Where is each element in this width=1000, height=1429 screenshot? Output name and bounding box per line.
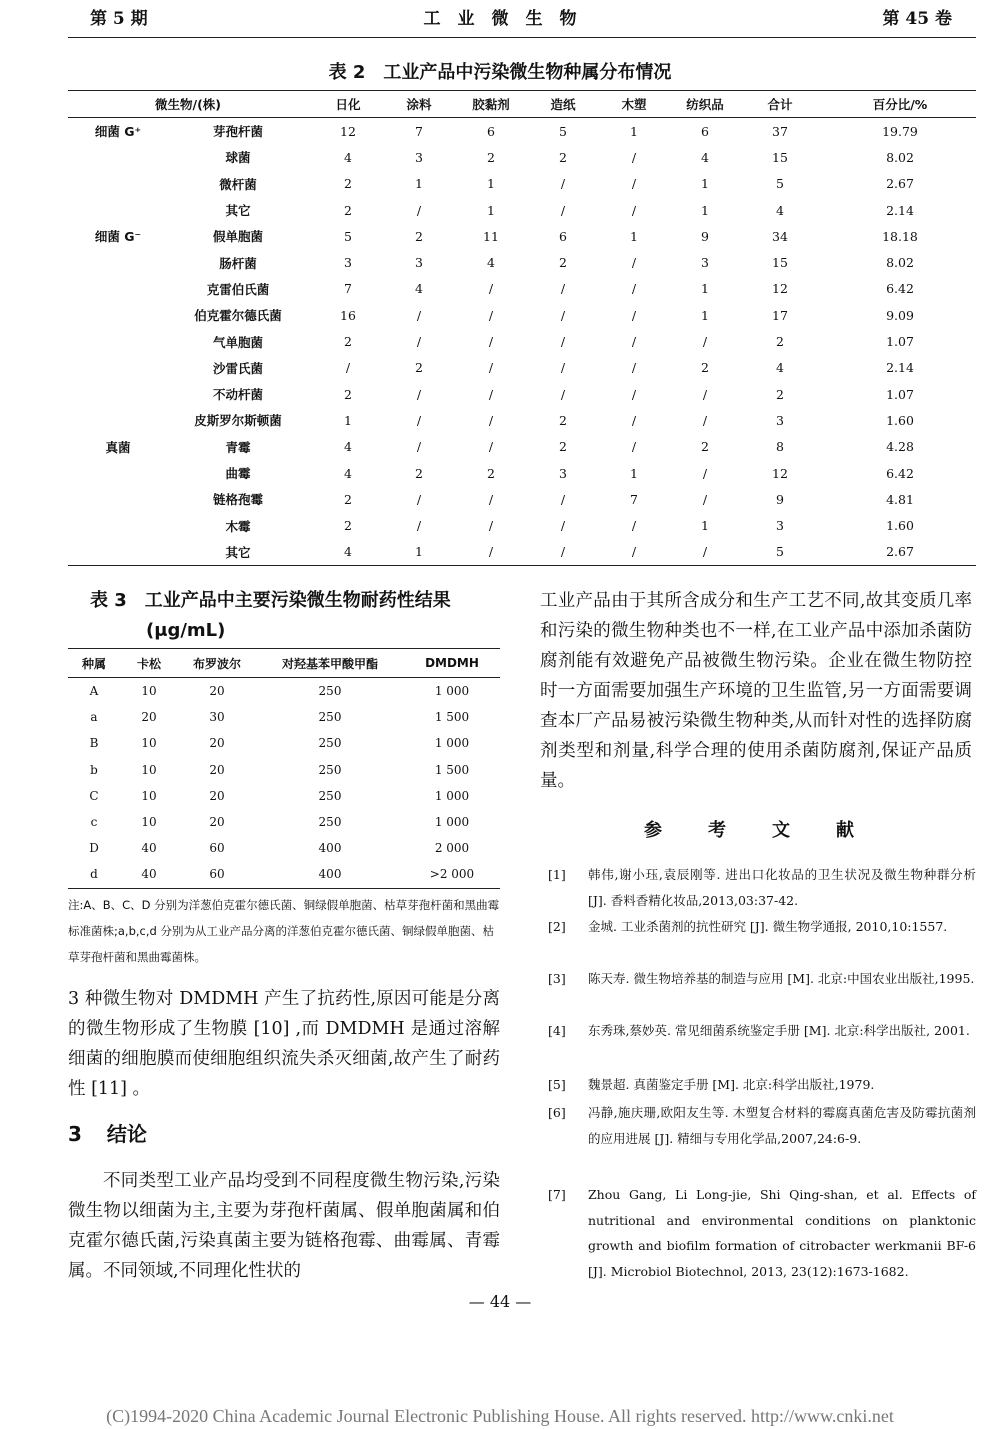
table3-column-header: DMDMH: [404, 649, 500, 678]
table3-value-cell: a: [90, 710, 98, 725]
table2-value-cell: 19.79: [882, 123, 918, 139]
table2-organism-cell: 球菌: [225, 150, 251, 166]
table-row: [68, 730, 500, 756]
table2-value-cell: /: [702, 412, 708, 428]
table3-column-header: 对羟基苯甲酸甲酯: [256, 649, 404, 678]
table3-value-cell: 20: [209, 762, 225, 777]
table2-value-cell: 1: [630, 228, 638, 244]
table2-value-cell: 12: [772, 281, 788, 297]
table2-value-cell: /: [450, 539, 532, 566]
table2-value-cell: /: [702, 465, 708, 481]
table-row: [68, 486, 976, 512]
reference-number: [2]: [548, 919, 566, 934]
table2-value-cell: 1: [701, 518, 709, 534]
table2-value-cell: /: [488, 491, 494, 507]
section-heading: [68, 1118, 147, 1147]
table-row: [68, 407, 976, 433]
table-row: [68, 678, 500, 705]
table2-value-cell: 4: [776, 360, 784, 376]
table2-value-cell: 2: [344, 386, 352, 402]
table2-value-cell: /: [416, 307, 422, 323]
table2-value-cell: 4: [344, 149, 352, 165]
table2-group-cell: [68, 460, 168, 486]
table2-value-cell: /: [416, 412, 422, 428]
table2-value-cell: 2: [559, 149, 567, 165]
table2-group-cell: [68, 197, 168, 223]
reference-number: [4]: [548, 1023, 566, 1038]
table2-value-cell: /: [631, 386, 637, 402]
table2-value-cell: 8.02: [886, 255, 914, 271]
table3-value-cell: 20: [209, 684, 225, 699]
table2-value-cell: /: [560, 518, 566, 534]
table-row: [68, 249, 976, 275]
table2-value-cell: 3: [415, 255, 423, 271]
issue-label: 第 5 期: [90, 9, 148, 29]
table3-value-cell: 30: [209, 710, 225, 725]
table2-header-row: [68, 91, 976, 118]
table-row: [68, 704, 500, 730]
table2-value-cell: /: [631, 518, 637, 534]
table2-column-header: 造纸: [532, 91, 594, 118]
table2-value-cell: 3: [776, 518, 784, 534]
reference-number: [7]: [548, 1187, 566, 1202]
table3-value-cell: 10: [141, 762, 157, 777]
table2-value-cell: /: [631, 307, 637, 323]
table2-value-cell: /: [532, 539, 594, 566]
table2-value-cell: 2: [559, 412, 567, 428]
table2-value-cell: 2: [344, 202, 352, 218]
table2-value-cell: 2: [701, 360, 709, 376]
table2-organism-cell: 假单胞菌: [212, 229, 263, 245]
table2-value-cell: /: [488, 334, 494, 350]
table2-group-cell: 真菌: [105, 439, 131, 455]
table2-group-cell: [68, 249, 168, 275]
table2-value-cell: 2: [344, 176, 352, 192]
table2-value-cell: 2: [415, 465, 423, 481]
reference-item: [548, 1182, 976, 1284]
table-row: [68, 460, 976, 486]
table2-value-cell: /: [560, 386, 566, 402]
table3-value-cell: B: [89, 736, 99, 751]
table2-value-cell: 5: [344, 228, 352, 244]
reference-text: 韩伟,谢小珏,袁辰刚等. 进出口化妆品的卫生状况及微生物种群分析 [J]. 香料香精化妆品,2013,03:37-42.: [588, 867, 976, 908]
table2-value-cell: 1: [630, 123, 638, 139]
table2-column-header: 百分比/%: [824, 91, 976, 118]
table2-organism-cell: 克雷伯氏菌: [206, 281, 270, 297]
section-number: 3: [68, 1122, 82, 1146]
table2-value-cell: 3: [776, 412, 784, 428]
table2-organism-cell: 皮斯罗尔斯顿菌: [194, 413, 282, 429]
reference-number: [1]: [548, 867, 566, 882]
table2-column-header: 合计: [736, 91, 824, 118]
table2-value-cell: 6: [701, 123, 709, 139]
table3-value-cell: C: [89, 788, 99, 803]
table2-value-cell: 1: [701, 281, 709, 297]
table2-organism-cell: 其它: [168, 539, 308, 566]
table2-value-cell: 1: [415, 176, 423, 192]
table3-note: 注:A、B、C、D 分别为洋葱伯克霍尔德氏菌、铜绿假单胞菌、枯草芽孢杆菌和黑曲霉标准菌株;a,b,c,d 分别为从工业产品分离的洋葱伯克霍尔德氏菌、铜绿假单胞菌、枯草芽孢杆菌和黑曲霉菌株。: [68, 898, 500, 964]
table2-value-cell: /: [631, 281, 637, 297]
table2-value-cell: 9.09: [886, 307, 914, 323]
copyright-footer: (C)1994-2020 China Academic Journal Electronic Publishing House. All rights reserved. http://www.cnki.net: [106, 1406, 894, 1426]
body-paragraph-resistance: 3 种微生物对 DMDMH 产生了抗药性,原因可能是分离的微生物形成了生物膜 [10] ,而 DMDMH 是通过溶解细菌的细胞膜而使细胞组织流失杀灭细菌,故产生了耐药性 [11] 。: [68, 989, 500, 1099]
reference-item: [548, 914, 976, 940]
table3-value-cell: 10: [141, 684, 157, 699]
table3-value-cell: 250: [318, 762, 342, 777]
table2-value-cell: /: [631, 412, 637, 428]
table3-value-cell: 2 000: [434, 841, 470, 856]
table2-value-cell: 2.14: [886, 202, 914, 218]
table2-value-cell: 2: [559, 255, 567, 271]
table2-group-cell: 细菌 G⁺: [94, 124, 142, 140]
table-row: [68, 757, 500, 783]
reference-text: 陈天寿. 微生物培养基的制造与应用 [M]. 北京:中国农业出版社,1995.: [588, 971, 975, 986]
table2-group-cell: [68, 512, 168, 538]
table2-value-cell: 1: [388, 539, 450, 566]
table2-organism-cell: 沙雷氏菌: [212, 360, 263, 376]
table2-value-cell: /: [560, 360, 566, 376]
table2-column-header: 木塑: [594, 91, 674, 118]
table2-value-cell: 8: [776, 439, 784, 455]
table2-value-cell: 2.67: [824, 539, 976, 566]
table2-value-cell: 7: [630, 491, 638, 507]
table2-value-cell: 5: [776, 176, 784, 192]
table2-value-cell: 5: [559, 123, 567, 139]
section-title: 结论: [106, 1122, 147, 1146]
table2-value-cell: /: [631, 149, 637, 165]
table2-value-cell: 3: [701, 255, 709, 271]
table2-value-cell: 2: [701, 439, 709, 455]
table2-value-cell: /: [674, 539, 736, 566]
table2-value-cell: 7: [344, 281, 352, 297]
table2-value-cell: /: [488, 386, 494, 402]
table3-value-cell: 20: [209, 815, 225, 830]
table2-value-cell: /: [488, 412, 494, 428]
table2-value-cell: 2: [559, 439, 567, 455]
table2-value-cell: 2: [344, 518, 352, 534]
table2-value-cell: /: [631, 360, 637, 376]
page-number: — 44 —: [468, 1292, 532, 1311]
table2-value-cell: 6.42: [886, 465, 914, 481]
table3-value-cell: 1 000: [434, 736, 470, 751]
body-paragraph-conclusion-cont: 工业产品由于其所含成分和生产工艺不同,故其变质几率和污染的微生物种类也不一样,在工业产品中添加杀菌防腐剂能有效避免产品被微生物污染。企业在微生物防控时一方面需要加强生产环境的卫生监管,另一方面需要调查本厂产品易被污染微生物种类,从而针对性的选择防腐剂类型和剂量,科学合理的使用杀菌防腐剂,保证产品质量。: [540, 591, 972, 791]
table2-group-cell: 细菌 G⁻: [94, 229, 142, 245]
table2-value-cell: 4: [344, 465, 352, 481]
table2-group-cell: [68, 486, 168, 512]
table2-organism-cell: 链格孢霉: [212, 492, 263, 508]
table2-group-cell: [68, 381, 168, 407]
table2-value-cell: 4: [415, 281, 423, 297]
table2-value-cell: 12: [772, 465, 788, 481]
reference-text: 冯静,施庆珊,欧阳友生等. 木塑复合材料的霉腐真菌危害及防霉抗菌剂的应用进展 [J]. 精细与专用化学品,2007,24:6-9.: [588, 1105, 976, 1146]
table2-group-cell: [68, 144, 168, 170]
table2-value-cell: 1.60: [886, 518, 914, 534]
table2-organism-cell: 肠杆菌: [219, 255, 257, 271]
table2-value-cell: 1: [630, 465, 638, 481]
table3-value-cell: 20: [209, 788, 225, 803]
table2-value-cell: 9: [776, 491, 784, 507]
table-row: [68, 539, 976, 566]
reference-number: [3]: [548, 971, 566, 986]
table2-value-cell: 15: [772, 149, 788, 165]
table2-value-cell: /: [488, 307, 494, 323]
table2-column-header: 胶黏剂: [450, 91, 532, 118]
table3-value-cell: 40: [141, 841, 157, 856]
table2-organism-cell: 其它: [225, 203, 251, 219]
table3-value-cell: 20: [141, 710, 157, 725]
table2-value-cell: 18.18: [882, 228, 918, 244]
table2-organism-cell: 木霉: [225, 518, 251, 534]
table2-organism-cell: 曲霉: [225, 466, 251, 481]
header-rule: [68, 37, 976, 38]
table3-value-cell: 250: [318, 788, 342, 803]
reference-item: [548, 966, 976, 992]
table3-value-cell: D: [89, 841, 99, 856]
table-row: [68, 144, 976, 170]
table2-group-cell: [68, 355, 168, 381]
table2-value-cell: 1: [701, 202, 709, 218]
table2-value-cell: 1: [487, 202, 495, 218]
table-row: [68, 355, 976, 381]
table-row: [68, 171, 976, 197]
reference-text: 金城. 工业杀菌剂的抗性研究 [J]. 微生物学通报, 2010,10:1557.: [588, 919, 948, 934]
table2-value-cell: 4: [701, 149, 709, 165]
table-row: [68, 328, 976, 354]
table2-value-cell: /: [345, 360, 351, 376]
table2-value-cell: 17: [772, 307, 788, 323]
reference-item: [548, 862, 976, 913]
table-row: [68, 302, 976, 328]
table-row: [68, 381, 976, 407]
table2-value-cell: 16: [340, 307, 356, 323]
table2-value-cell: /: [631, 334, 637, 350]
table2-organism-cell: 青霉: [225, 439, 251, 455]
table2-title: 表 2 工业产品中污染微生物种属分布情况: [328, 62, 672, 83]
table2-value-cell: /: [488, 360, 494, 376]
table2-value-cell: 5: [736, 539, 824, 566]
table3-column-header: 种属: [68, 649, 120, 678]
table2-value-cell: 3: [344, 255, 352, 271]
table2-value-cell: 7: [415, 123, 423, 139]
table2-value-cell: /: [560, 202, 566, 218]
table2-value-cell: 4: [487, 255, 495, 271]
table3-value-cell: 1 000: [434, 788, 470, 803]
table2-value-cell: /: [560, 307, 566, 323]
table2-value-cell: /: [560, 281, 566, 297]
table2-group-cell: [68, 539, 168, 566]
table3-value-cell: 250: [318, 815, 342, 830]
table2-group-cell: [68, 276, 168, 302]
table2-value-cell: 3: [415, 149, 423, 165]
table2-value-cell: 6.42: [886, 281, 914, 297]
table-row: [68, 197, 976, 223]
table2-value-cell: /: [416, 202, 422, 218]
table3-column-header: 布罗波尔: [178, 649, 256, 678]
table3-value-cell: 250: [318, 736, 342, 751]
table2-value-cell: /: [702, 386, 708, 402]
table3-title: [90, 586, 451, 646]
table3: [68, 648, 500, 889]
table2-organism-cell: 芽孢杆菌: [212, 124, 263, 140]
table2-value-cell: 8.02: [886, 149, 914, 165]
table3-value-cell: 250: [318, 684, 342, 699]
table2-value-cell: 1.60: [886, 412, 914, 428]
table2-group-cell: [68, 302, 168, 328]
references-heading: 参 考 文 献: [644, 820, 868, 841]
table2-value-cell: 4: [344, 439, 352, 455]
table2-value-cell: /: [488, 281, 494, 297]
table3-value-cell: 20: [209, 736, 225, 751]
table2-value-cell: 34: [772, 228, 788, 244]
table2-value-cell: /: [560, 334, 566, 350]
table-row: [68, 434, 976, 460]
table2-column-header: 涂料: [388, 91, 450, 118]
table-row: [68, 783, 500, 809]
table3-value-cell: >2 000: [404, 861, 500, 888]
table-row: [68, 223, 976, 249]
table3-value-cell: 10: [141, 788, 157, 803]
table2: [68, 90, 976, 566]
volume-label: 第 45 卷: [882, 9, 952, 29]
table2-value-cell: 1: [701, 307, 709, 323]
reference-item: [548, 1100, 976, 1151]
table2-group-cell: [68, 328, 168, 354]
table2-value-cell: 1: [344, 412, 352, 428]
table3-title-unit: (μg/mL): [146, 620, 226, 641]
table2-value-cell: 37: [772, 123, 788, 139]
table2-value-cell: 12: [340, 123, 356, 139]
table2-value-cell: 2: [487, 465, 495, 481]
table2-value-cell: /: [631, 255, 637, 271]
table2-value-cell: 1.07: [886, 386, 914, 402]
table-row: [68, 861, 500, 888]
table3-column-header: 卡松: [120, 649, 178, 678]
table2-value-cell: 6: [559, 228, 567, 244]
reference-text: 东秀珠,蔡妙英. 常见细菌系统鉴定手册 [M]. 北京:科学出版社, 2001.: [588, 1023, 970, 1038]
table2-value-cell: 2: [415, 360, 423, 376]
table3-header-row: [68, 649, 500, 678]
table3-value-cell: 1 500: [434, 710, 470, 725]
reference-number: [5]: [548, 1077, 566, 1092]
table-row: [68, 835, 500, 861]
table2-value-cell: /: [488, 439, 494, 455]
table3-value-cell: 1 000: [434, 684, 470, 699]
table3-value-cell: b: [90, 762, 98, 777]
reference-number: [6]: [548, 1105, 566, 1120]
table2-column-header: 微生物/(株): [68, 91, 308, 118]
journal-title: 工 业 微 生 物: [423, 9, 577, 29]
table3-value-cell: 10: [141, 736, 157, 751]
table2-column-header: 日化: [308, 91, 388, 118]
table2-value-cell: /: [488, 518, 494, 534]
table2-organism-cell: 不动杆菌: [212, 387, 263, 403]
table3-value-cell: 1 000: [434, 815, 470, 830]
table2-organism-cell: 微杆菌: [219, 176, 257, 192]
table2-column-header: 纺织品: [674, 91, 736, 118]
reference-text: 魏景超. 真菌鉴定手册 [M]. 北京:科学出版社,1979.: [588, 1077, 875, 1092]
table2-value-cell: /: [416, 439, 422, 455]
table2-value-cell: 2.14: [886, 360, 914, 376]
table2-group-cell: [68, 407, 168, 433]
table3-value-cell: 400: [318, 841, 342, 856]
table3-value-cell: 40: [120, 861, 178, 888]
table3-value-cell: 400: [256, 861, 404, 888]
table2-value-cell: 6: [487, 123, 495, 139]
table2-value-cell: /: [416, 386, 422, 402]
table2-value-cell: 11: [483, 228, 499, 244]
table3-value-cell: 60: [209, 841, 225, 856]
table2-value-cell: 2: [776, 334, 784, 350]
table3-value-cell: 250: [318, 710, 342, 725]
table-row: [68, 512, 976, 538]
table2-value-cell: 2: [487, 149, 495, 165]
table2-value-cell: 2: [776, 386, 784, 402]
table3-value-cell: c: [90, 815, 98, 830]
table2-value-cell: /: [416, 491, 422, 507]
table2-value-cell: /: [594, 539, 674, 566]
reference-item: [548, 1072, 976, 1098]
reference-item: [548, 1018, 976, 1044]
table2-value-cell: 4.81: [886, 491, 914, 507]
table2-value-cell: 2.67: [886, 176, 914, 192]
table2-value-cell: 4.28: [886, 439, 914, 455]
table-row: [68, 809, 500, 835]
table2-value-cell: 4: [776, 202, 784, 218]
table-row: [68, 276, 976, 302]
table3-value-cell: 10: [141, 815, 157, 830]
table3-value-cell: 60: [178, 861, 256, 888]
table2-value-cell: 4: [308, 539, 388, 566]
table2-value-cell: 2: [344, 491, 352, 507]
table3-value-cell: 1 500: [434, 762, 470, 777]
table2-value-cell: /: [631, 202, 637, 218]
table2-group-cell: [68, 171, 168, 197]
table3-title-line1: 表 3 工业产品中主要污染微生物耐药性结果: [90, 590, 451, 611]
body-paragraph-conclusion: 不同类型工业产品均受到不同程度微生物污染,污染微生物以细菌为主,主要为芽孢杆菌属、假单胞菌属和伯克霍尔德氏菌,污染真菌主要为链格孢霉、曲霉属、青霉属。不同领域,不同理化性状的: [68, 1171, 500, 1281]
table2-organism-cell: 伯克霍尔德氏菌: [194, 308, 282, 324]
table2-value-cell: 1.07: [886, 334, 914, 350]
table2-value-cell: 2: [415, 228, 423, 244]
table3-value-cell: A: [89, 684, 99, 699]
table2-value-cell: /: [702, 491, 708, 507]
table2-value-cell: /: [560, 491, 566, 507]
table-row: [68, 118, 976, 145]
table2-value-cell: 3: [559, 465, 567, 481]
table2-value-cell: 2: [344, 334, 352, 350]
table2-value-cell: /: [416, 518, 422, 534]
table3-value-cell: d: [68, 861, 120, 888]
table2-organism-cell: 气单胞菌: [212, 334, 263, 350]
reference-text: Zhou Gang, Li Long-jie, Shi Qing-shan, et al. Effects of nutritional and environmental conditions on planktonic growth and biofilm formation of citrobacter werkmanii BF-6 [J]. Microbiol Biotechnol, 2013, 23(12):1673-1682.: [588, 1187, 976, 1279]
table2-value-cell: /: [702, 334, 708, 350]
table2-value-cell: 1: [701, 176, 709, 192]
table2-value-cell: 9: [701, 228, 709, 244]
table2-value-cell: /: [631, 176, 637, 192]
table2-value-cell: /: [416, 334, 422, 350]
table2-value-cell: /: [560, 176, 566, 192]
table2-value-cell: /: [631, 439, 637, 455]
table2-value-cell: 15: [772, 255, 788, 271]
table2-value-cell: 1: [487, 176, 495, 192]
